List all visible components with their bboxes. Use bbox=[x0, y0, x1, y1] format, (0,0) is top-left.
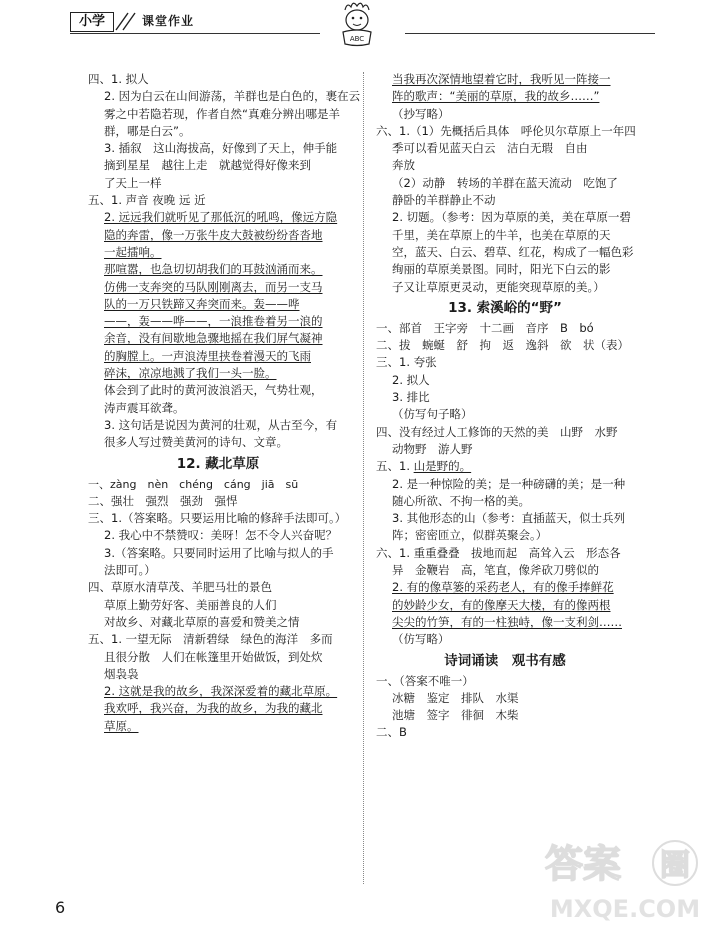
answer-line: 2. 远远我们就听见了那低沉的吼鸣，像远方隐 bbox=[104, 210, 338, 225]
answer-line: 三、1. 夸张 bbox=[376, 355, 437, 370]
answer-line: 一起擂响。 bbox=[104, 244, 162, 259]
answer-line: 空，蓝天、白云、碧草、红花，构成了一幅色彩 bbox=[392, 244, 634, 259]
svg-text:答案: 答案 bbox=[545, 842, 622, 886]
answer-line: 静卧的羊群静止不动 bbox=[392, 193, 496, 208]
answer-line: （仿写句子略） bbox=[392, 407, 473, 422]
answer-line: 阵的歌声：“美丽的草原，我的故乡……” bbox=[392, 89, 600, 104]
answer-line: 很多人写过赞美黄河的诗句、文章。 bbox=[104, 435, 288, 450]
answer-line: 二、拔 蜿蜒 舒 拘 返 逸斜 欲 状（表） bbox=[376, 338, 629, 353]
answer-line: 池塘 签字 徘徊 木柴 bbox=[392, 708, 519, 723]
answer-line: 阵；密密匝立，似群英聚会。） bbox=[392, 528, 548, 543]
header-rule-left bbox=[70, 33, 320, 34]
column-divider bbox=[363, 72, 364, 884]
answer-line: 2. 拟人 bbox=[392, 372, 430, 387]
answer-line: 了天上一样 bbox=[104, 175, 162, 190]
page-number: 6 bbox=[55, 898, 66, 917]
answer-line: 那喧嚣，也急切切胡我们的耳鼓汹涌而来。 bbox=[104, 262, 323, 277]
answer-line: 2. 是一种惊险的美；是一种磅礴的美；是一种 bbox=[392, 476, 626, 491]
answer-line: 碎沫，凉凉地溅了我们一头一脸。 bbox=[104, 366, 277, 381]
double-slash-icon bbox=[112, 10, 140, 32]
mascot-text: ABC bbox=[349, 35, 365, 43]
answer-line: 六、1.（1）先概括后具体 呼伦贝尔草原上一年四 bbox=[376, 123, 636, 138]
answer-line: ——，轰——哗——，一浪推卷着另一浪的 bbox=[104, 314, 323, 329]
answer-line: 隐的奔雷，像一万张牛皮大鼓被纷纷沓沓地 bbox=[104, 227, 323, 242]
header-title: 课堂作业 bbox=[142, 14, 195, 28]
answer-line: 余音，没有间歇地急骤地摇在我们屏气凝神 bbox=[104, 331, 323, 346]
answer-line: 奔放 bbox=[392, 158, 415, 173]
answer-line: 草原。 bbox=[104, 718, 139, 733]
answer-line: 六、1. 重重叠叠 拔地而起 高耸入云 形态各 bbox=[376, 545, 621, 560]
answer-line: 尖尖的竹笋，有的一柱独峙，像一支利剑…… bbox=[392, 614, 622, 629]
answer-line: 绚丽的草原美景图。同时，阳光下白云的影 bbox=[392, 262, 611, 277]
answer-line: 2. 这就是我的故乡，我深深爱着的藏北草原。 bbox=[104, 684, 338, 699]
answer-line: 的胸膛上。一声浪涛里挟卷着漫天的飞雨 bbox=[104, 348, 311, 363]
section-title: 13. 索溪峪的“野” bbox=[448, 299, 562, 316]
answer-line: 队的一万只铁蹄又奔突而来。轰——哗 bbox=[104, 296, 300, 311]
answer-line: 一、（答案不唯一） bbox=[376, 673, 474, 688]
answer-line: 动物野 游人野 bbox=[392, 441, 473, 456]
brand-label: 小学 bbox=[70, 12, 114, 32]
answer-line: 对故乡、对藏北草原的喜爱和赞美之情 bbox=[104, 614, 300, 629]
answer-line: 一、zàng nèn chéng cáng jiā sū bbox=[88, 477, 299, 491]
answer-line: 烟袅袅 bbox=[104, 666, 139, 681]
mascot-icon bbox=[333, 0, 381, 50]
watermark-logo bbox=[535, 825, 710, 925]
answer-line: 异 金鞭岩 高，笔直，像斧砍刀劈似的 bbox=[392, 563, 599, 578]
answer-line: 2. 我心中不禁赞叹：美呀！怎不令人兴奋呢？ bbox=[104, 528, 338, 543]
answer-line: 一、部首 王字旁 十二画 音序 B bó bbox=[376, 320, 594, 335]
answer-line: 五、1. 山是野的。 bbox=[376, 459, 472, 474]
answer-line: 子又让草原更灵动，更能突现草原的美。） bbox=[392, 279, 605, 294]
answer-line: （仿写略） bbox=[392, 632, 450, 647]
answer-line: 我欢呼，我兴奋，为我的故乡，为我的藏北 bbox=[104, 701, 323, 716]
answer-line: 当我再次深情地望着它时，我听见一阵接一 bbox=[392, 72, 611, 86]
answer-line: 草原上勤劳好客、美丽善良的人们 bbox=[104, 597, 277, 612]
answer-line: 四、1. 拟人 bbox=[88, 72, 149, 86]
answer-line: 3. 插叙 这山海拔高，好像到了天上，伸手能 bbox=[104, 141, 338, 156]
answer-line: 3. 其他形态的山（参考：直插蓝天，似士兵列 bbox=[392, 511, 626, 526]
answer-line: 千里，美在草原上的牛羊，也美在草原的天 bbox=[392, 227, 611, 242]
answer-line: 五、1. 一望无际 清新碧绿 绿色的海洋 多而 bbox=[88, 632, 333, 647]
answer-line: 冰糖 鉴定 排队 水渠 bbox=[392, 690, 519, 705]
answer-line: 体会到了此时的黄河波浪滔天，气势壮观， bbox=[104, 383, 323, 398]
answer-line: （2）动静 转场的羊群在蓝天流动 吃饱了 bbox=[392, 175, 618, 190]
answer-line: 涛声震耳欲聋。 bbox=[104, 400, 185, 415]
answer-line: 2. 有的像草篓的采药老人，有的像手捧鲜花 bbox=[392, 580, 614, 595]
answer-line: 的妙龄少女，有的像摩天大楼，有的像两根 bbox=[392, 597, 611, 612]
answer-line: 2. 因为白云在山间游荡，羊群也是白色的，裹在云 bbox=[104, 89, 361, 104]
answer-line: 3. 排比 bbox=[392, 390, 430, 405]
answer-line: 群，哪是白云”。 bbox=[104, 123, 191, 138]
answer-line: 三、1.（答案略。只要运用比喻的修辞手法即可。） bbox=[88, 511, 347, 526]
answer-line: 四、草原水清草茂、羊肥马壮的景色 bbox=[88, 580, 272, 595]
answer-line: 2. 切题。（参考：因为草原的美，美在草原一碧 bbox=[392, 210, 631, 225]
header-rule-right bbox=[405, 33, 655, 34]
answer-line: 仿佛一支奔突的马队刚刚离去，而另一支马 bbox=[104, 279, 323, 294]
svg-text:MXQE.COM: MXQE.COM bbox=[549, 895, 701, 923]
answer-line: 二、强壮 强烈 强劲 强悍 bbox=[88, 493, 238, 508]
answer-line: 四、没有经过人工修饰的天然的美 山野 水野 bbox=[376, 424, 618, 439]
answer-line: 季可以看见蓝天白云 洁白无瑕 自由 bbox=[392, 141, 588, 156]
answer-line: 3. 这句话是说因为黄河的壮观，从古至今，有 bbox=[104, 417, 338, 432]
answer-line: 五、1. 声音 夜晚 远 近 bbox=[88, 193, 206, 208]
answer-line: 随心所欲、不拘一格的美。 bbox=[392, 493, 530, 508]
answer-line: 雾之中若隐若现，作者自然“真难分辨出哪是羊 bbox=[104, 106, 340, 121]
answer-line: 摘到星星 越往上走 就越觉得好像来到 bbox=[104, 158, 311, 173]
answer-line: 二、B bbox=[376, 725, 407, 740]
section-title: 12. 藏北草原 bbox=[176, 455, 260, 472]
answer-line: 3.（答案略。只要同时运用了比喻与拟人的手 bbox=[104, 545, 334, 560]
page-header bbox=[0, 0, 712, 60]
section-title: 诗词诵读 观书有感 bbox=[444, 652, 566, 669]
answer-line: （抄写略） bbox=[392, 106, 450, 121]
answers-left-column bbox=[88, 71, 361, 735]
answer-line: 法即可。） bbox=[104, 563, 156, 578]
answers-right-column bbox=[376, 71, 634, 742]
svg-text:圈: 圈 bbox=[660, 848, 690, 883]
answer-line: 且很分散 人们在帐篷里开始做饭，到处炊 bbox=[104, 649, 323, 664]
